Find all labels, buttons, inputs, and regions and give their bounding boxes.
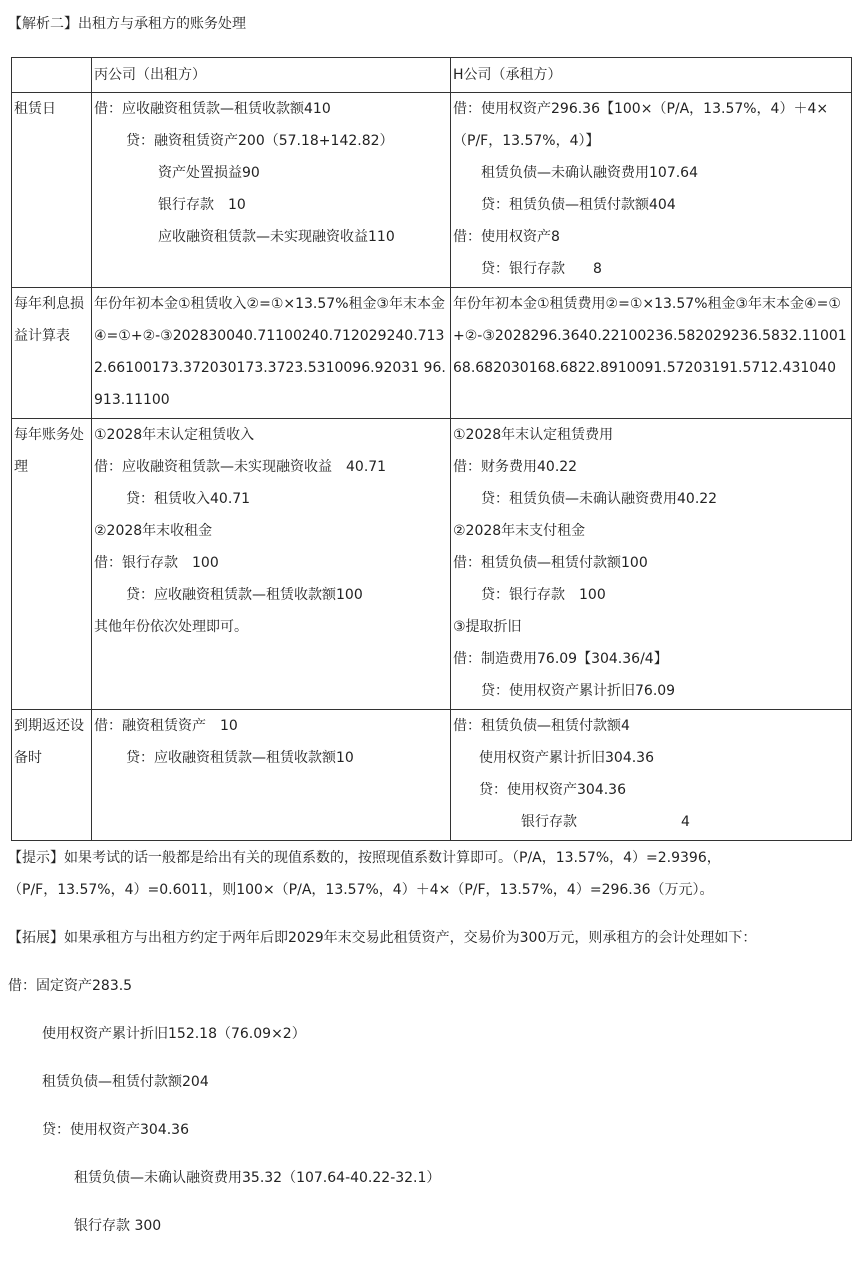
journal-line: 借：使用权资产8 bbox=[453, 229, 560, 245]
row-label: 每年账务处理 bbox=[12, 419, 92, 710]
journal-line: ②2028年末支付租金 bbox=[453, 523, 586, 539]
header-cell-lessor: 丙公司（出租方） bbox=[92, 58, 451, 93]
journal-line: 银行存款 4 bbox=[521, 814, 690, 830]
lessor-cell bbox=[92, 419, 451, 710]
row-label: 租赁日 bbox=[12, 93, 92, 288]
journal-line: 贷：使用权资产304.36 bbox=[479, 782, 626, 798]
journal-line: 使用权资产累计折旧304.36 bbox=[479, 750, 654, 766]
journal-line: 贷：银行存款 100 bbox=[481, 587, 606, 603]
journal-line: 银行存款 10 bbox=[158, 197, 246, 213]
journal-line: 借：制造费用76.09【304.36/4】 bbox=[453, 651, 668, 667]
schedule-text: 年份年初本金①租赁收入②=①×13.57%租金③年末本金④=①+②-③202830040.71100240.712029240.7132.66100173.372030173.3723.5310096.92031 96.913.11100 bbox=[94, 296, 446, 408]
journal-line: ①2028年末认定租赁收入 bbox=[94, 427, 255, 443]
journal-line: 租赁负债—未确认融资费用107.64 bbox=[481, 165, 698, 181]
journal-line: 借：财务费用40.22 bbox=[453, 459, 578, 475]
lessor-cell bbox=[92, 93, 451, 288]
lessee-cell bbox=[451, 419, 852, 710]
row-label: 每年利息损益计算表 bbox=[12, 288, 92, 419]
journal-line: 贷：租赁负债—租赁付款额404 bbox=[481, 197, 676, 213]
journal-credit-rou-asset: 贷：使用权资产304.36 bbox=[42, 1122, 189, 1138]
journal-line: 应收融资租赁款—未实现融资收益110 bbox=[158, 229, 395, 245]
table-row-lease-date bbox=[12, 93, 852, 288]
table-row-annual-entries bbox=[12, 419, 852, 710]
journal-line: 贷：银行存款 8 bbox=[481, 261, 602, 277]
tip-line-2: （P/F，13.57%，4）=0.6011，则100×（P/A，13.57%，4）＋4×（P/F，13.57%，4）=296.36（万元）。 bbox=[8, 882, 714, 898]
journal-line: 资产处置损益90 bbox=[158, 165, 260, 181]
journal-line: 贷：租赁收入40.71 bbox=[126, 491, 251, 507]
table-header-row bbox=[12, 58, 852, 93]
header-cell-lessee: H公司（承租方） bbox=[451, 58, 852, 93]
journal-line: 其他年份依次处理即可。 bbox=[94, 619, 248, 635]
journal-debit-depreciation: 使用权资产累计折旧152.18（76.09×2） bbox=[42, 1026, 306, 1042]
section-heading: 【解析二】出租方与承租方的账务处理 bbox=[8, 16, 246, 32]
lessor-cell bbox=[92, 710, 451, 841]
tip-line-1: 【提示】如果考试的话一般都是给出有关的现值系数的，按照现值系数计算即可。（P/A，13.57%，4）=2.9396， bbox=[8, 850, 721, 866]
lessor-cell bbox=[92, 288, 451, 419]
table-row-return-equipment bbox=[12, 710, 852, 841]
header-cell-empty bbox=[12, 58, 92, 93]
journal-line: ③提取折旧 bbox=[453, 619, 522, 635]
schedule-text: 年份年初本金①租赁费用②=①×13.57%租金③年末本金④=①+②-③2028296.3640.22100236.582029236.5832.1100168.682030168.6822.8910091.57203191.5712.431040 bbox=[453, 296, 847, 376]
extension-paragraph: 【拓展】如果承租方与出租方约定于两年后即2029年末交易此租赁资产，交易价为300万元，则承租方的会计处理如下： bbox=[8, 930, 757, 946]
table-row-interest-schedule bbox=[12, 288, 852, 419]
journal-line: ②2028年末收租金 bbox=[94, 523, 213, 539]
journal-line: 借：融资租赁资产 10 bbox=[94, 718, 238, 734]
lessee-cell bbox=[451, 93, 852, 288]
journal-line: 借：使用权资产296.36【100×（P/A，13.57%，4）＋4×（P/F，13.57%，4）】 bbox=[453, 101, 829, 149]
journal-credit-unrecognized-finance: 租赁负债—未确认融资费用35.32（107.64-40.22-32.1） bbox=[74, 1170, 441, 1186]
journal-line: ①2028年末认定租赁费用 bbox=[453, 427, 614, 443]
accounting-table bbox=[11, 57, 852, 841]
journal-line: 贷：应收融资租赁款—租赁收款额100 bbox=[126, 587, 363, 603]
journal-debit-fixed-assets: 借：固定资产283.5 bbox=[8, 978, 133, 994]
journal-line: 贷：租赁负债—未确认融资费用40.22 bbox=[481, 491, 718, 507]
journal-line: 借：租赁负债—租赁付款额100 bbox=[453, 555, 648, 571]
lessee-cell bbox=[451, 288, 852, 419]
journal-line: 借：租赁负债—租赁付款额4 bbox=[453, 718, 630, 734]
journal-line: 贷：使用权资产累计折旧76.09 bbox=[481, 683, 676, 699]
journal-credit-bank: 银行存款 300 bbox=[74, 1218, 162, 1234]
journal-line: 贷：应收融资租赁款—租赁收款额10 bbox=[126, 750, 354, 766]
journal-debit-lease-payable: 租赁负债—租赁付款额204 bbox=[42, 1074, 209, 1090]
row-label: 到期返还设备时 bbox=[12, 710, 92, 841]
journal-line: 借：银行存款 100 bbox=[94, 555, 219, 571]
lessee-cell bbox=[451, 710, 852, 841]
journal-line: 借：应收融资租赁款—未实现融资收益 40.71 bbox=[94, 459, 387, 475]
journal-line: 借：应收融资租赁款—租赁收款额410 bbox=[94, 101, 331, 117]
journal-line: 贷：融资租赁资产200（57.18+142.82） bbox=[126, 133, 394, 149]
